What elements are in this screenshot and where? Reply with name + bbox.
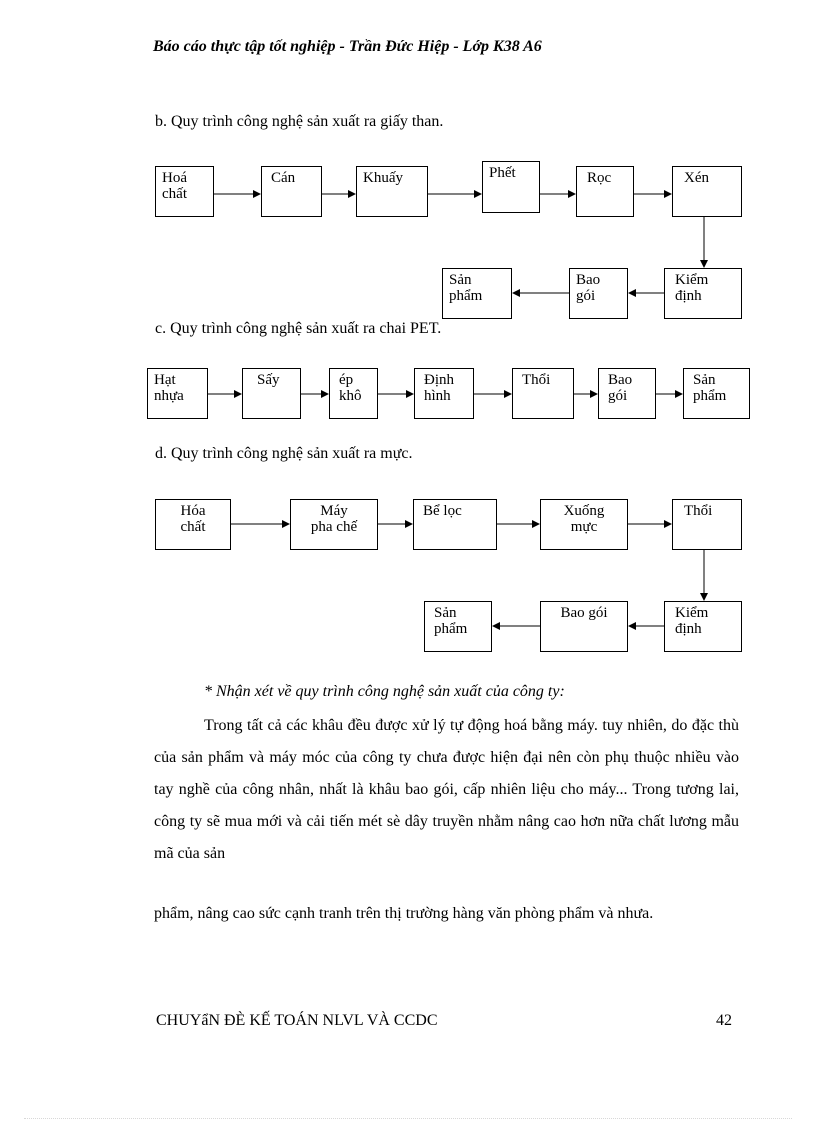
- flow-d-box-san-pham: [424, 601, 492, 652]
- box-line: phẩm: [449, 288, 483, 304]
- remark-heading: * Nhận xét về quy trình công nghệ sản xuất của công ty:: [204, 683, 565, 700]
- box-line: Khuấy: [363, 170, 403, 186]
- flow-c-box-bao-goi: [598, 368, 656, 419]
- flow-d-box-xuong-muc: [540, 499, 628, 550]
- box-line: Xén: [684, 170, 709, 186]
- flow-b-box-xen: [672, 166, 742, 217]
- box-line: Hạt: [154, 372, 176, 388]
- box-line: Xuống: [563, 503, 605, 519]
- box-line: Định: [424, 372, 454, 388]
- flow-c-box-ep-kho: [329, 368, 378, 419]
- box-line: Bao: [576, 272, 601, 288]
- flow-d-box-thoi: [672, 499, 742, 550]
- page-number: 42: [716, 1012, 732, 1029]
- box-line: Thổi: [522, 372, 551, 388]
- flow-c-box-hat-nhua: [147, 368, 208, 419]
- box-line: Bao gói: [560, 605, 608, 621]
- flow-b-box-can: [261, 166, 322, 217]
- box-line: chất: [162, 186, 187, 202]
- box-line: Hoá: [162, 170, 187, 186]
- box-line: Hóa: [180, 503, 206, 519]
- remark-paragraph-1: Trong tất cả các khâu đều được xử lý tự động hoá bằng máy. tuy nhiên, do đặc thù của sản phẩm và máy móc của công ty chưa được hiện đại nên còn phụ thuộc nhiều vào tay nghề của công nhân, nhất là khâu bao gói, cấp nhiên liệu cho máy... Trong tương lai, công ty sẽ mua mới và cải tiến mét sè dây truyền nhằm nâng cao hơn nữa chất lương mẫu mã của sản: [154, 717, 739, 862]
- box-line: pha chế: [310, 519, 358, 535]
- flow-b-box-phet: [482, 161, 540, 213]
- flow-b-box-roc: [576, 166, 634, 217]
- box-line: định: [675, 288, 702, 304]
- box-line: Máy: [320, 503, 348, 519]
- box-line: phẩm: [434, 621, 468, 637]
- flow-b-box-khuay: [356, 166, 428, 217]
- section-c-title: c. Quy trình công nghệ sản xuất ra chai PET.: [155, 320, 442, 337]
- box-line: Sản: [693, 372, 716, 388]
- flow-d-box-be-loc: [413, 499, 497, 550]
- section-d-title: d. Quy trình công nghệ sản xuất ra mực.: [155, 445, 413, 462]
- remark-paragraph-2: phẩm, nâng cao sức cạnh tranh trên thị trường hàng văn phòng phẩm và nhưa.: [154, 905, 654, 922]
- box-line: Sản: [449, 272, 472, 288]
- flow-c-box-say: [242, 368, 301, 419]
- box-line: Bể lọc: [423, 503, 462, 519]
- box-line: mực: [570, 519, 598, 535]
- section-b-title: b. Quy trình công nghệ sản xuất ra giấy than.: [155, 113, 444, 130]
- box-line: gói: [576, 288, 596, 304]
- box-line: Cán: [271, 170, 296, 186]
- footer-title: CHUYẩN ĐÈ KẾ TOÁN NLVL VÀ CCDC: [156, 1012, 438, 1029]
- box-line: khô: [339, 388, 362, 404]
- box-line: hình: [424, 388, 451, 404]
- box-line: Kiểm: [675, 605, 709, 621]
- box-line: phẩm: [693, 388, 727, 404]
- flow-c-box-dinh-hinh: [414, 368, 474, 419]
- flow-c-box-san-pham: [683, 368, 750, 419]
- flow-b-box-san-pham: [442, 268, 512, 319]
- box-line: Phết: [489, 165, 516, 181]
- box-line: Sản: [434, 605, 457, 621]
- flow-b-box-bao-goi: [569, 268, 628, 319]
- flow-d-box-bao-goi: [540, 601, 628, 652]
- flow-c-box-thoi: [512, 368, 574, 419]
- flow-b-box-kiem-dinh: [664, 268, 742, 319]
- box-line: gói: [608, 388, 628, 404]
- box-line: Thổi: [684, 503, 713, 519]
- box-line: định: [675, 621, 702, 637]
- flow-d-box-hoa-chat: [155, 499, 231, 550]
- box-line: nhựa: [154, 388, 184, 404]
- flow-b-box-hoa-chat: [155, 166, 214, 217]
- box-line: Sấy: [257, 372, 280, 388]
- flow-d-box-may-pha-che: [290, 499, 378, 550]
- box-line: Bao: [608, 372, 633, 388]
- box-line: chất: [180, 519, 206, 535]
- flow-d-box-kiem-dinh: [664, 601, 742, 652]
- page-header: Báo cáo thực tập tốt nghiệp - Trần Đức Hiệp - Lớp K38 A6: [153, 38, 542, 55]
- page-bottom-divider: [24, 1118, 792, 1119]
- box-line: ép: [339, 372, 354, 388]
- box-line: Rọc: [587, 170, 612, 186]
- box-line: Kiểm: [675, 272, 709, 288]
